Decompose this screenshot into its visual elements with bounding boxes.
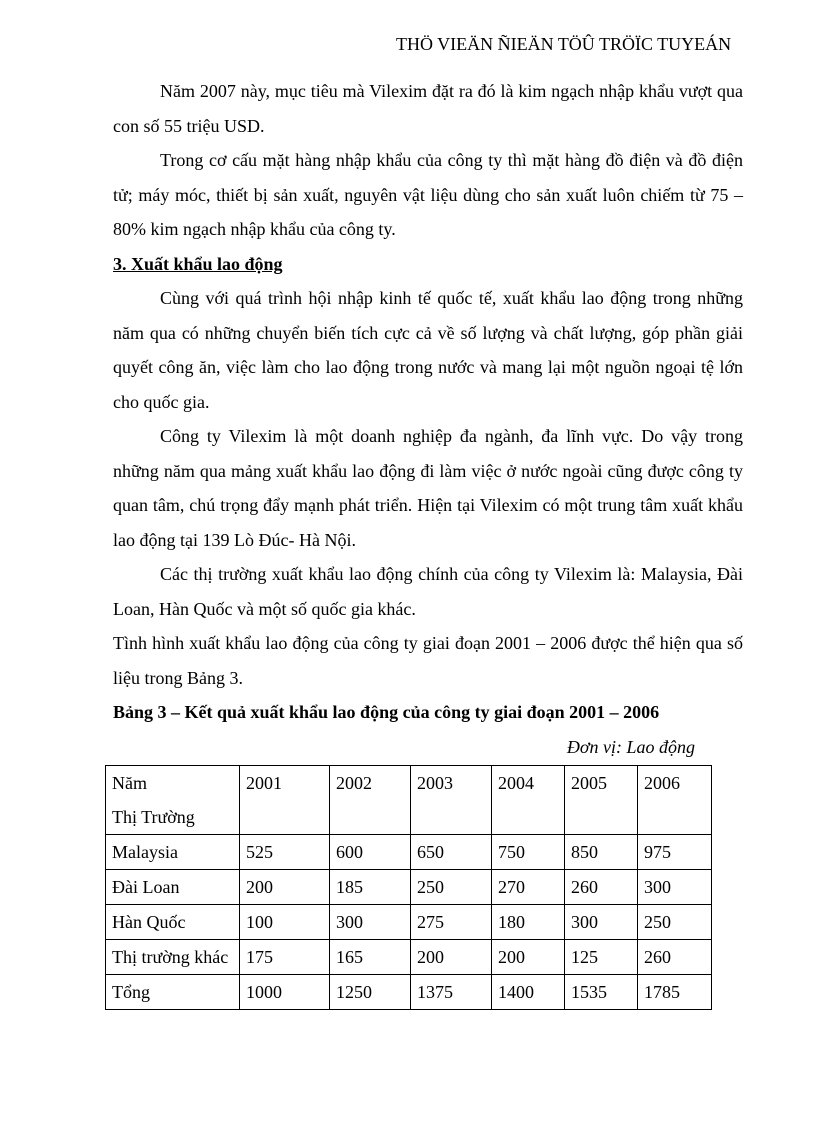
value-cell: 300 [565, 905, 638, 940]
table-row [106, 835, 712, 870]
page-header: THÖ VIEÄN ÑIEÄN TÖÛ TRÖÏC TUYEÁN [396, 34, 732, 54]
table-unit: Đơn vị: Lao động [566, 736, 695, 757]
value-cell: 165 [330, 940, 411, 975]
section-heading: 3. Xuất khẩu lao động [113, 253, 283, 274]
table-row [106, 940, 712, 975]
year-header: 2003 [411, 766, 492, 835]
value-cell: 1000 [240, 975, 330, 1010]
value-cell: 1785 [638, 975, 712, 1010]
value-cell: 125 [565, 940, 638, 975]
corner-year-label: Năm [112, 773, 147, 793]
value-cell: 275 [411, 905, 492, 940]
market-label-cell: Tổng [106, 975, 240, 1010]
value-cell: 650 [411, 835, 492, 870]
year-header: 2006 [638, 766, 712, 835]
paragraph-import-structure: Trong cơ cấu mặt hàng nhập khẩu của công ty thì mặt hàng đồ điện và đồ điện tử; máy móc, thiết bị sản xuất, nguyên vật liệu dùng cho sản xuất luôn chiếm từ 75 – 80% kim ngạch nhập khẩu của công ty. [113, 150, 743, 239]
value-cell: 180 [492, 905, 565, 940]
document-body [113, 74, 743, 764]
value-cell: 185 [330, 870, 411, 905]
table-row [106, 975, 712, 1010]
value-cell: 300 [638, 870, 712, 905]
table-row [106, 870, 712, 905]
corner-market-label: Thị Trường [112, 807, 195, 827]
value-cell: 175 [240, 940, 330, 975]
paragraph-import-target: Năm 2007 này, mục tiêu mà Vilexim đặt ra đó là kim ngạch nhập khẩu vượt qua con số 55 triệu USD. [113, 81, 743, 136]
paragraph-table-reference: Tình hình xuất khẩu lao động của công ty giai đoạn 2001 – 2006 được thể hiện qua số liệu trong Bảng 3. [113, 633, 743, 688]
value-cell: 260 [638, 940, 712, 975]
value-cell: 200 [240, 870, 330, 905]
year-header: 2002 [330, 766, 411, 835]
value-cell: 1375 [411, 975, 492, 1010]
paragraph-markets: Các thị trường xuất khẩu lao động chính của công ty Vilexim là: Malaysia, Đài Loan, Hàn Quốc và một số quốc gia khác. [113, 564, 743, 619]
value-cell: 750 [492, 835, 565, 870]
value-cell: 250 [638, 905, 712, 940]
value-cell: 850 [565, 835, 638, 870]
market-label-cell: Malaysia [106, 835, 240, 870]
value-cell: 200 [492, 940, 565, 975]
value-cell: 525 [240, 835, 330, 870]
table-corner-cell [106, 766, 240, 835]
value-cell: 1535 [565, 975, 638, 1010]
paragraph-labor-export-intro: Cùng với quá trình hội nhập kinh tế quốc tế, xuất khẩu lao động trong những năm qua có những chuyển biến tích cực cả về số lượng và chất lượng, góp phần giải quyết công ăn, việc làm cho lao động trong nước và mang lại một nguồn ngoại tệ lớn cho quốc gia. [113, 288, 743, 412]
market-label-cell: Thị trường khác [106, 940, 240, 975]
value-cell: 1250 [330, 975, 411, 1010]
value-cell: 100 [240, 905, 330, 940]
value-cell: 600 [330, 835, 411, 870]
value-cell: 300 [330, 905, 411, 940]
value-cell: 260 [565, 870, 638, 905]
market-label-cell: Hàn Quốc [106, 905, 240, 940]
market-label-cell: Đài Loan [106, 870, 240, 905]
value-cell: 975 [638, 835, 712, 870]
table-row [106, 905, 712, 940]
year-header: 2005 [565, 766, 638, 835]
table-title: Bảng 3 – Kết quả xuất khẩu lao động của công ty giai đoạn 2001 – 2006 [113, 702, 660, 722]
year-header: 2001 [240, 766, 330, 835]
value-cell: 250 [411, 870, 492, 905]
value-cell: 1400 [492, 975, 565, 1010]
paragraph-vilexim-labor: Công ty Vilexim là một doanh nghiệp đa ngành, đa lĩnh vực. Do vậy trong những năm qua mảng xuất khẩu lao động đi làm việc ở nước ngoài cũng được công ty quan tâm, chú trọng đẩy mạnh phát triển. Hiện tại Vilexim có một trung tâm xuất khẩu lao động tại 139 Lò Đúc- Hà Nội. [113, 426, 743, 550]
value-cell: 270 [492, 870, 565, 905]
year-header: 2004 [492, 766, 565, 835]
value-cell: 200 [411, 940, 492, 975]
labor-export-table [105, 765, 712, 1010]
table-header-row [106, 766, 712, 835]
